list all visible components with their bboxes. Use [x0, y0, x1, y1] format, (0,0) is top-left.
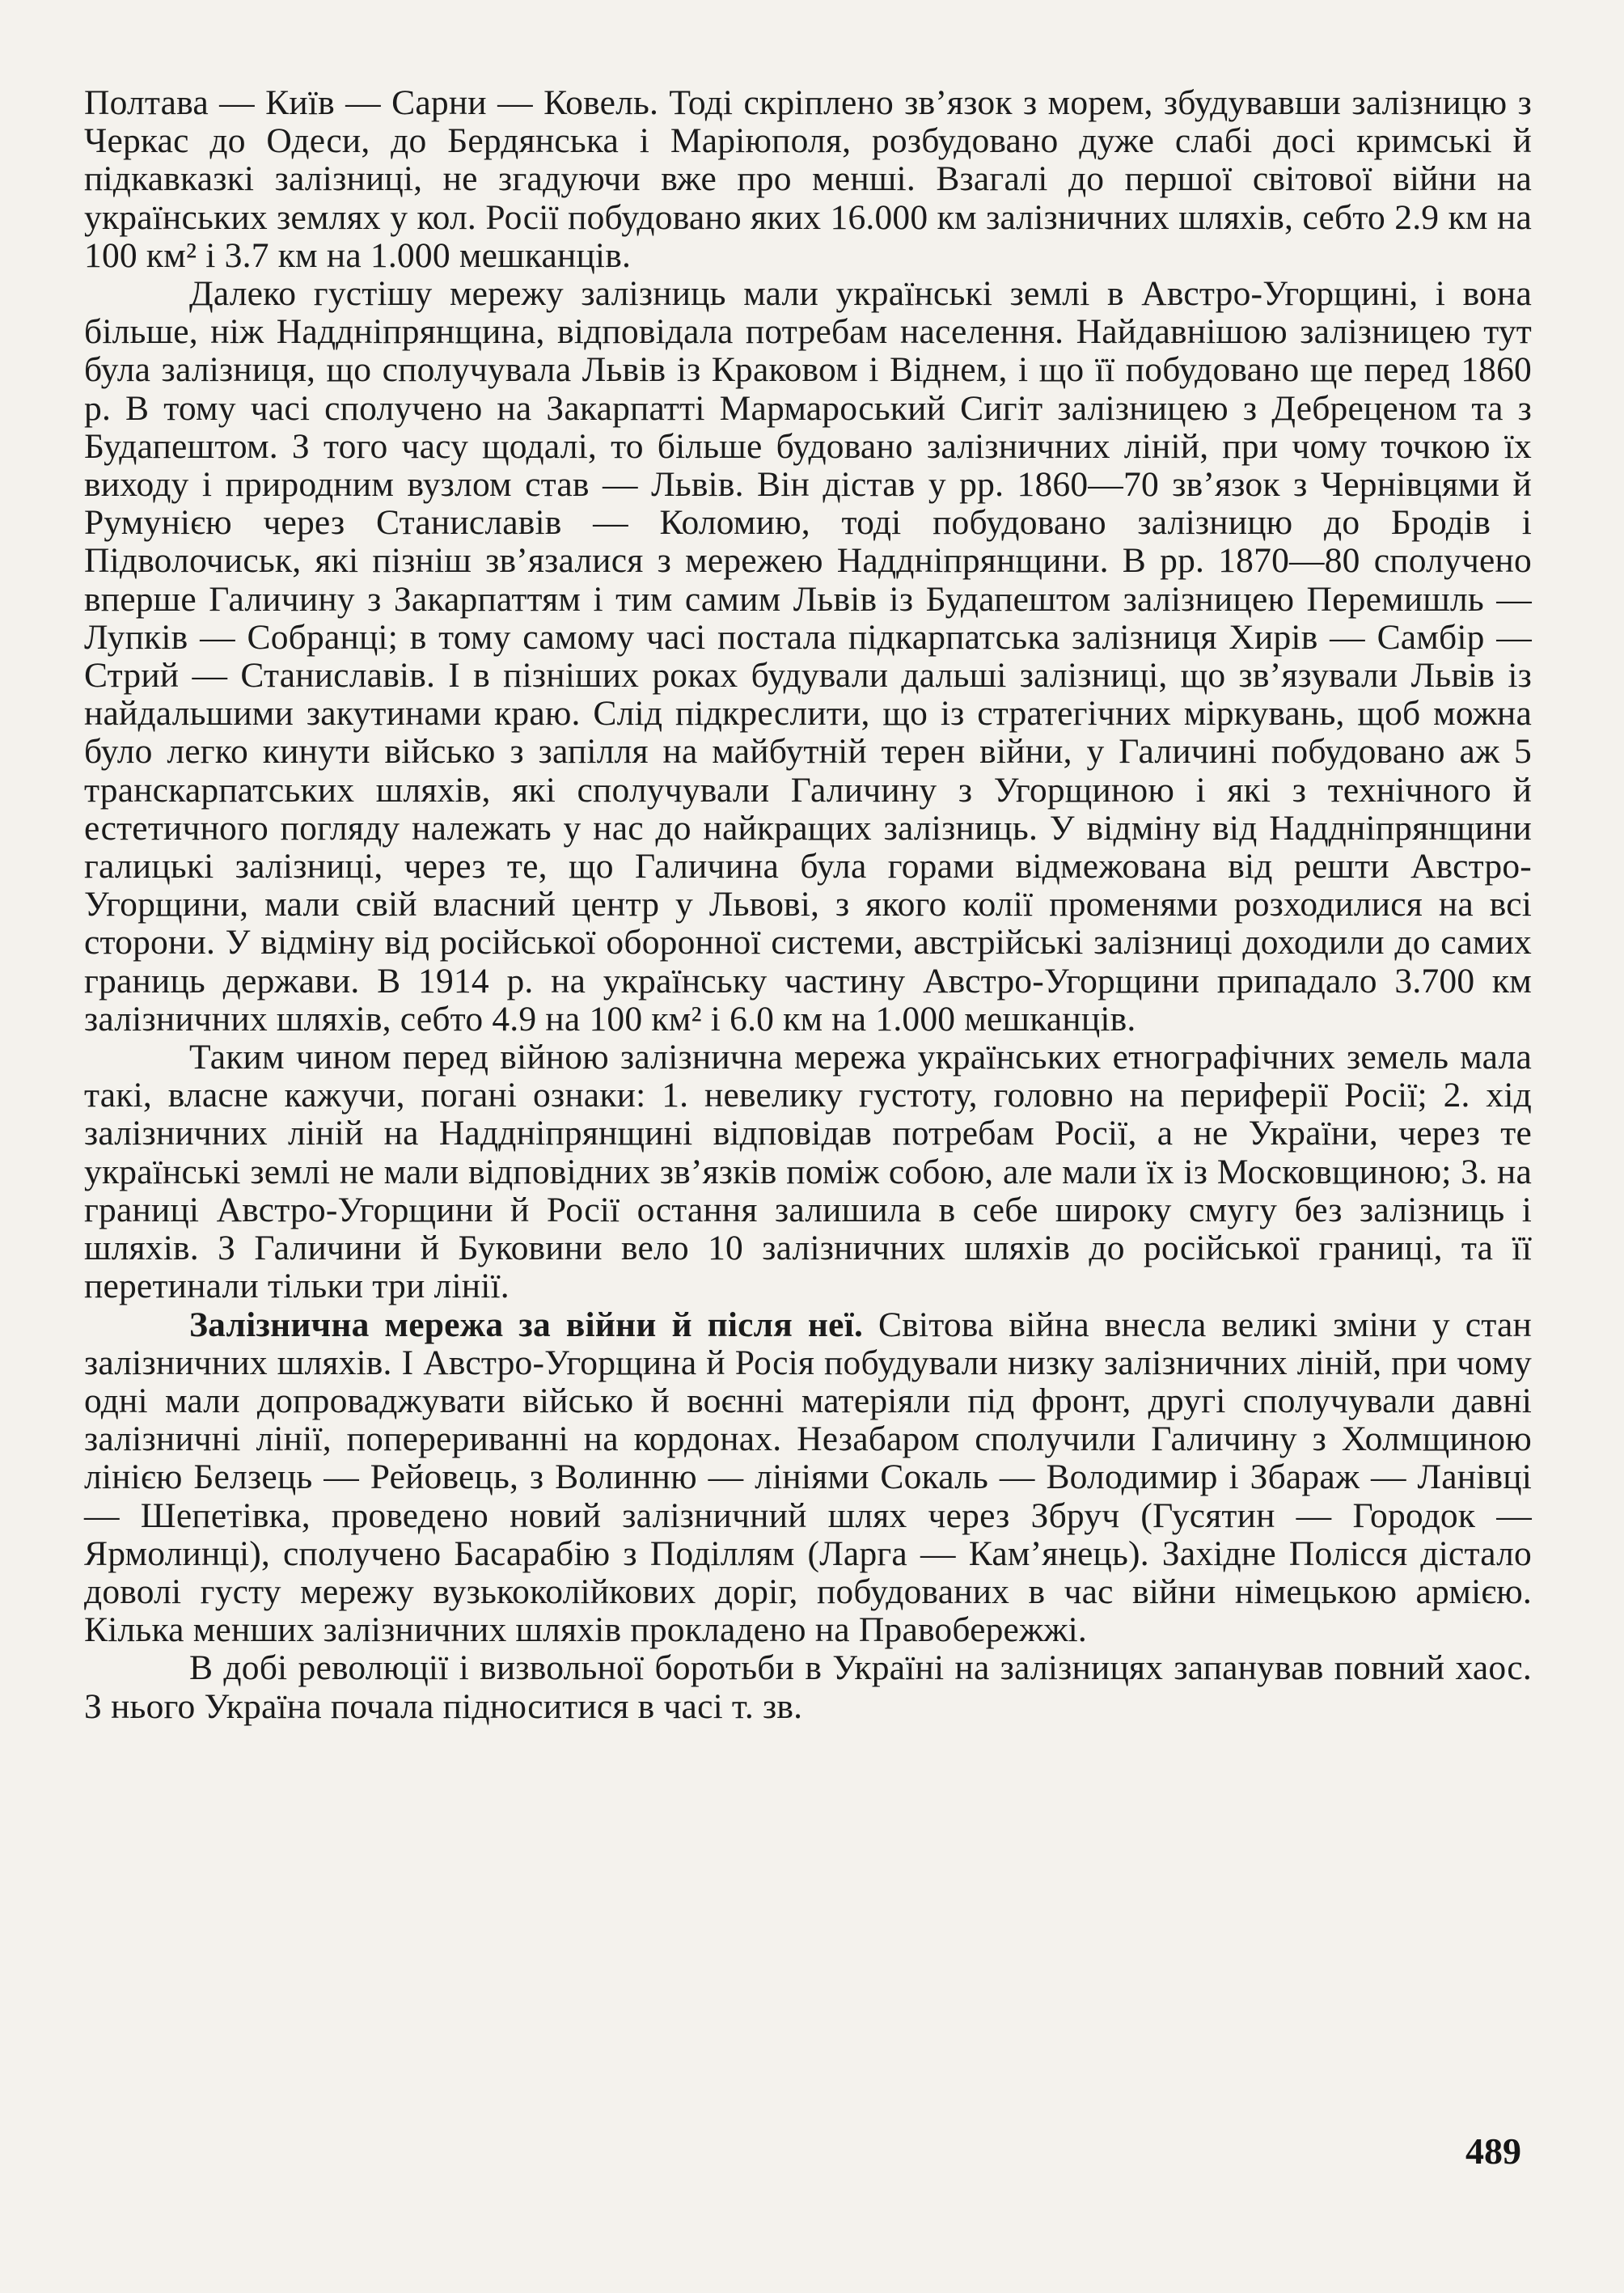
- paragraph-4: [84, 1306, 1532, 1650]
- paragraph-3: Таким чином перед війною залізнична мережа українських етнографічних земель мала такі, власне кажучи, погані ознаки: 1. невелику густоту, головно на периферії Росії; 2. хід залізничних ліній на Наддніпрянщині відповідав потребам Росії, а не України, через те українські землі не мали відповідних зв’язків поміж собою, але мали їх із Московщиною; 3. на границі Австро-Угорщини й Росії остання залишила в себе широку смугу без залізниць і шляхів. З Галичини й Буковини вело 10 залізничних шляхів до російської границі, та її перетинали тільки три лінії.: [84, 1038, 1532, 1306]
- paragraph-5: В добі революції і визвольної боротьби в Україні на залізницях запанував повний хаос. З нього Україна почала підноситися в часі т. зв.: [84, 1648, 1532, 1726]
- paragraph-4-text: Світова війна внесла великі зміни у стан залізничних шляхів. І Австро-Угорщина й Росія побудували низку залізничних ліній, при чому одні мали допроваджувати військо й воєнні матеріяли під фронт, другі сполучували давні залізничні лінії, поперериванні на кордонах. Незабаром сполучили Галичину з Холмщиною лінією Белзець — Рейовець, з Волинню — лініями Сокаль — Володимир і Збараж — Ланівці — Шепетівка, проведено новий залізничний шлях через Збруч (Гусятин — Городок — Ярмолинці), сполучено Басарабію з Поділлям (Ларга — Кам’янець). Західне Полісся дістало доволі густу мережу вузькоколійкових доріг, побудованих в час війни німецькою армією. Кілька менших залізничних шляхів прокладено на Правобережжі.: [84, 1305, 1533, 1650]
- page-number: 489: [1465, 2130, 1521, 2172]
- paragraph-2: Далеко густішу мережу залізниць мали українські землі в Австро-Угорщині, і вона більше, ніж Наддніпрянщина, відповідала потребам населення. Найдавнішою залізницею тут була залізниця, що сполучувала Львів із Краковом і Віднем, і що її побудовано ще перед 1860 р. В тому часі сполучено на Закарпатті Мармароський Сигіт залізницею з Дебреценом та з Будапештом. З того часу щодалі, то більше будовано залізничних ліній, при чому точкою їх виходу і природним вузлом став — Львів. Він дістав у рр. 1860—70 зв’язок з Чернівцями й Румунією через Станиславів — Коломию, тоді побудовано залізницю до Бродів і Підволочиськ, які пізніш зв’язалися з мережею Наддніпрянщини. В рр. 1870—80 сполучено вперше Галичину з Закарпаттям і тим самим Львів із Будапештом залізницею Перемишль — Лупків — Собранці; в тому самому часі постала підкарпатська залізниця Хирів — Самбір — Стрий — Станиславів. І в пізніших роках будували дальші залізниці, що зв’язували Львів із найдальшими закутинами краю. Слід підкреслити, що із стратегічних міркувань, щоб можна було легко кинути військо з запілля на майбутній терен війни, у Галичині побудовано аж 5 транскарпатських шляхів, які сполучували Галичину з Угорщиною і які з технічного й естетичного погляду належать у нас до найкращих залізниць. У відміну від Наддніпрянщини галицькі залізниці, через те, що Галичина була горами відмежована від решти Австро-Угорщини, мали свій власний центр у Львові, з якого колії променями розходилися на всі сторони. У відміну від російської оборонної системи, австрійські залізниці доходили до самих границь держави. В 1914 р. на українську частину Австро-Угорщини припадало 3.700 км залізничних шляхів, себто 4.9 на 100 км² і 6.0 км на 1.000 мешканців.: [84, 274, 1532, 1039]
- body-text: [84, 84, 1532, 1726]
- paragraph-1: Полтава — Київ — Сарни — Ковель. Тоді скріплено зв’язок з морем, збудувавши залізницю з Черкас до Одеси, до Бердянська і Маріюполя, розбудовано дуже слабі досі кримські й підкавказкі залізниці, не згадуючи вже про менші. Взагалі до першої світової війни на українських землях у кол. Росії побудовано яких 16.000 км залізничних шляхів, себто 2.9 км на 100 км² і 3.7 км на 1.000 мешканців.: [84, 83, 1532, 275]
- section-heading: Залізнична мережа за війни й після неї.: [189, 1305, 864, 1344]
